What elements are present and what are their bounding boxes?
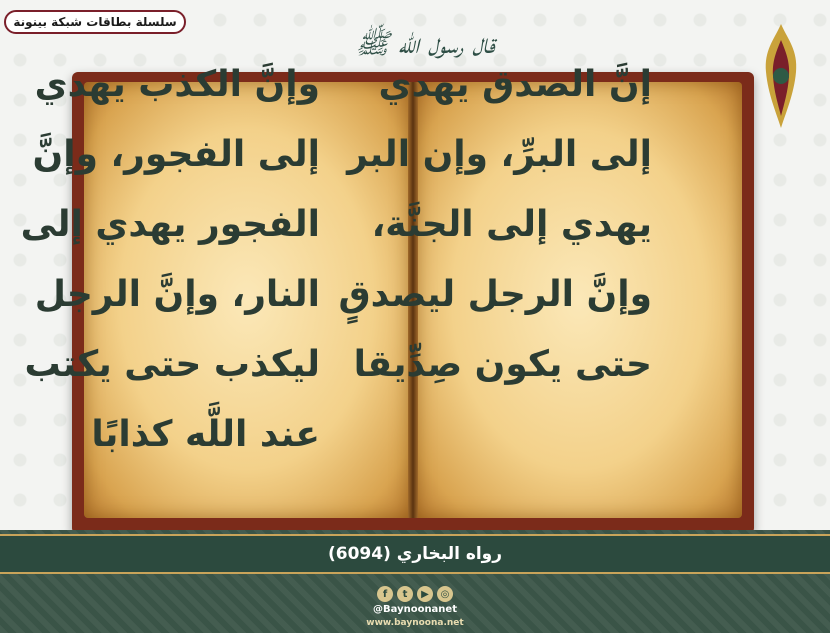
social-icons [372, 586, 458, 602]
series-badge: سلسلة بطاقات شبكة بينونة [4, 10, 186, 34]
left-page-text [20, 50, 320, 470]
source-citation: رواه البخاري (6094) [0, 534, 830, 574]
verse-line: إنَّ الصدق يهدي [378, 64, 652, 105]
baynoona-logo [758, 20, 804, 132]
verse-line: إلى الفجور، وإنَّ [32, 134, 320, 175]
verse-line: النار، وإنَّ الرجل [34, 274, 320, 315]
verse-line: يهدي إلى الجنَّة، [371, 204, 652, 245]
verse-line: ليكذب حتى يكتب [24, 344, 320, 385]
verse-line: وإنَّ الكذب يهدي [34, 64, 320, 105]
verse-line: إلى البرِّ، وإن البر [347, 134, 652, 175]
verse-line: حتى يكون صِدِّيقا [353, 344, 652, 385]
twitter-icon[interactable]: t [397, 586, 413, 602]
verse-line: عند اللَّه كذابًا [91, 414, 320, 455]
facebook-icon[interactable]: f [377, 586, 393, 602]
header-quote: قال رسول الله ﷺ [355, 27, 495, 60]
instagram-icon[interactable]: ◎ [437, 586, 453, 602]
youtube-icon[interactable]: ▶ [417, 586, 433, 602]
website-link[interactable]: www.baynoona.net [366, 618, 464, 628]
social-handle[interactable]: @Baynoonanet [373, 604, 457, 615]
verse-line: الفجور يهدي إلى [20, 204, 320, 245]
right-page-text [338, 50, 652, 400]
verse-line: وإنَّ الرجل ليصدقٍ [338, 274, 652, 315]
